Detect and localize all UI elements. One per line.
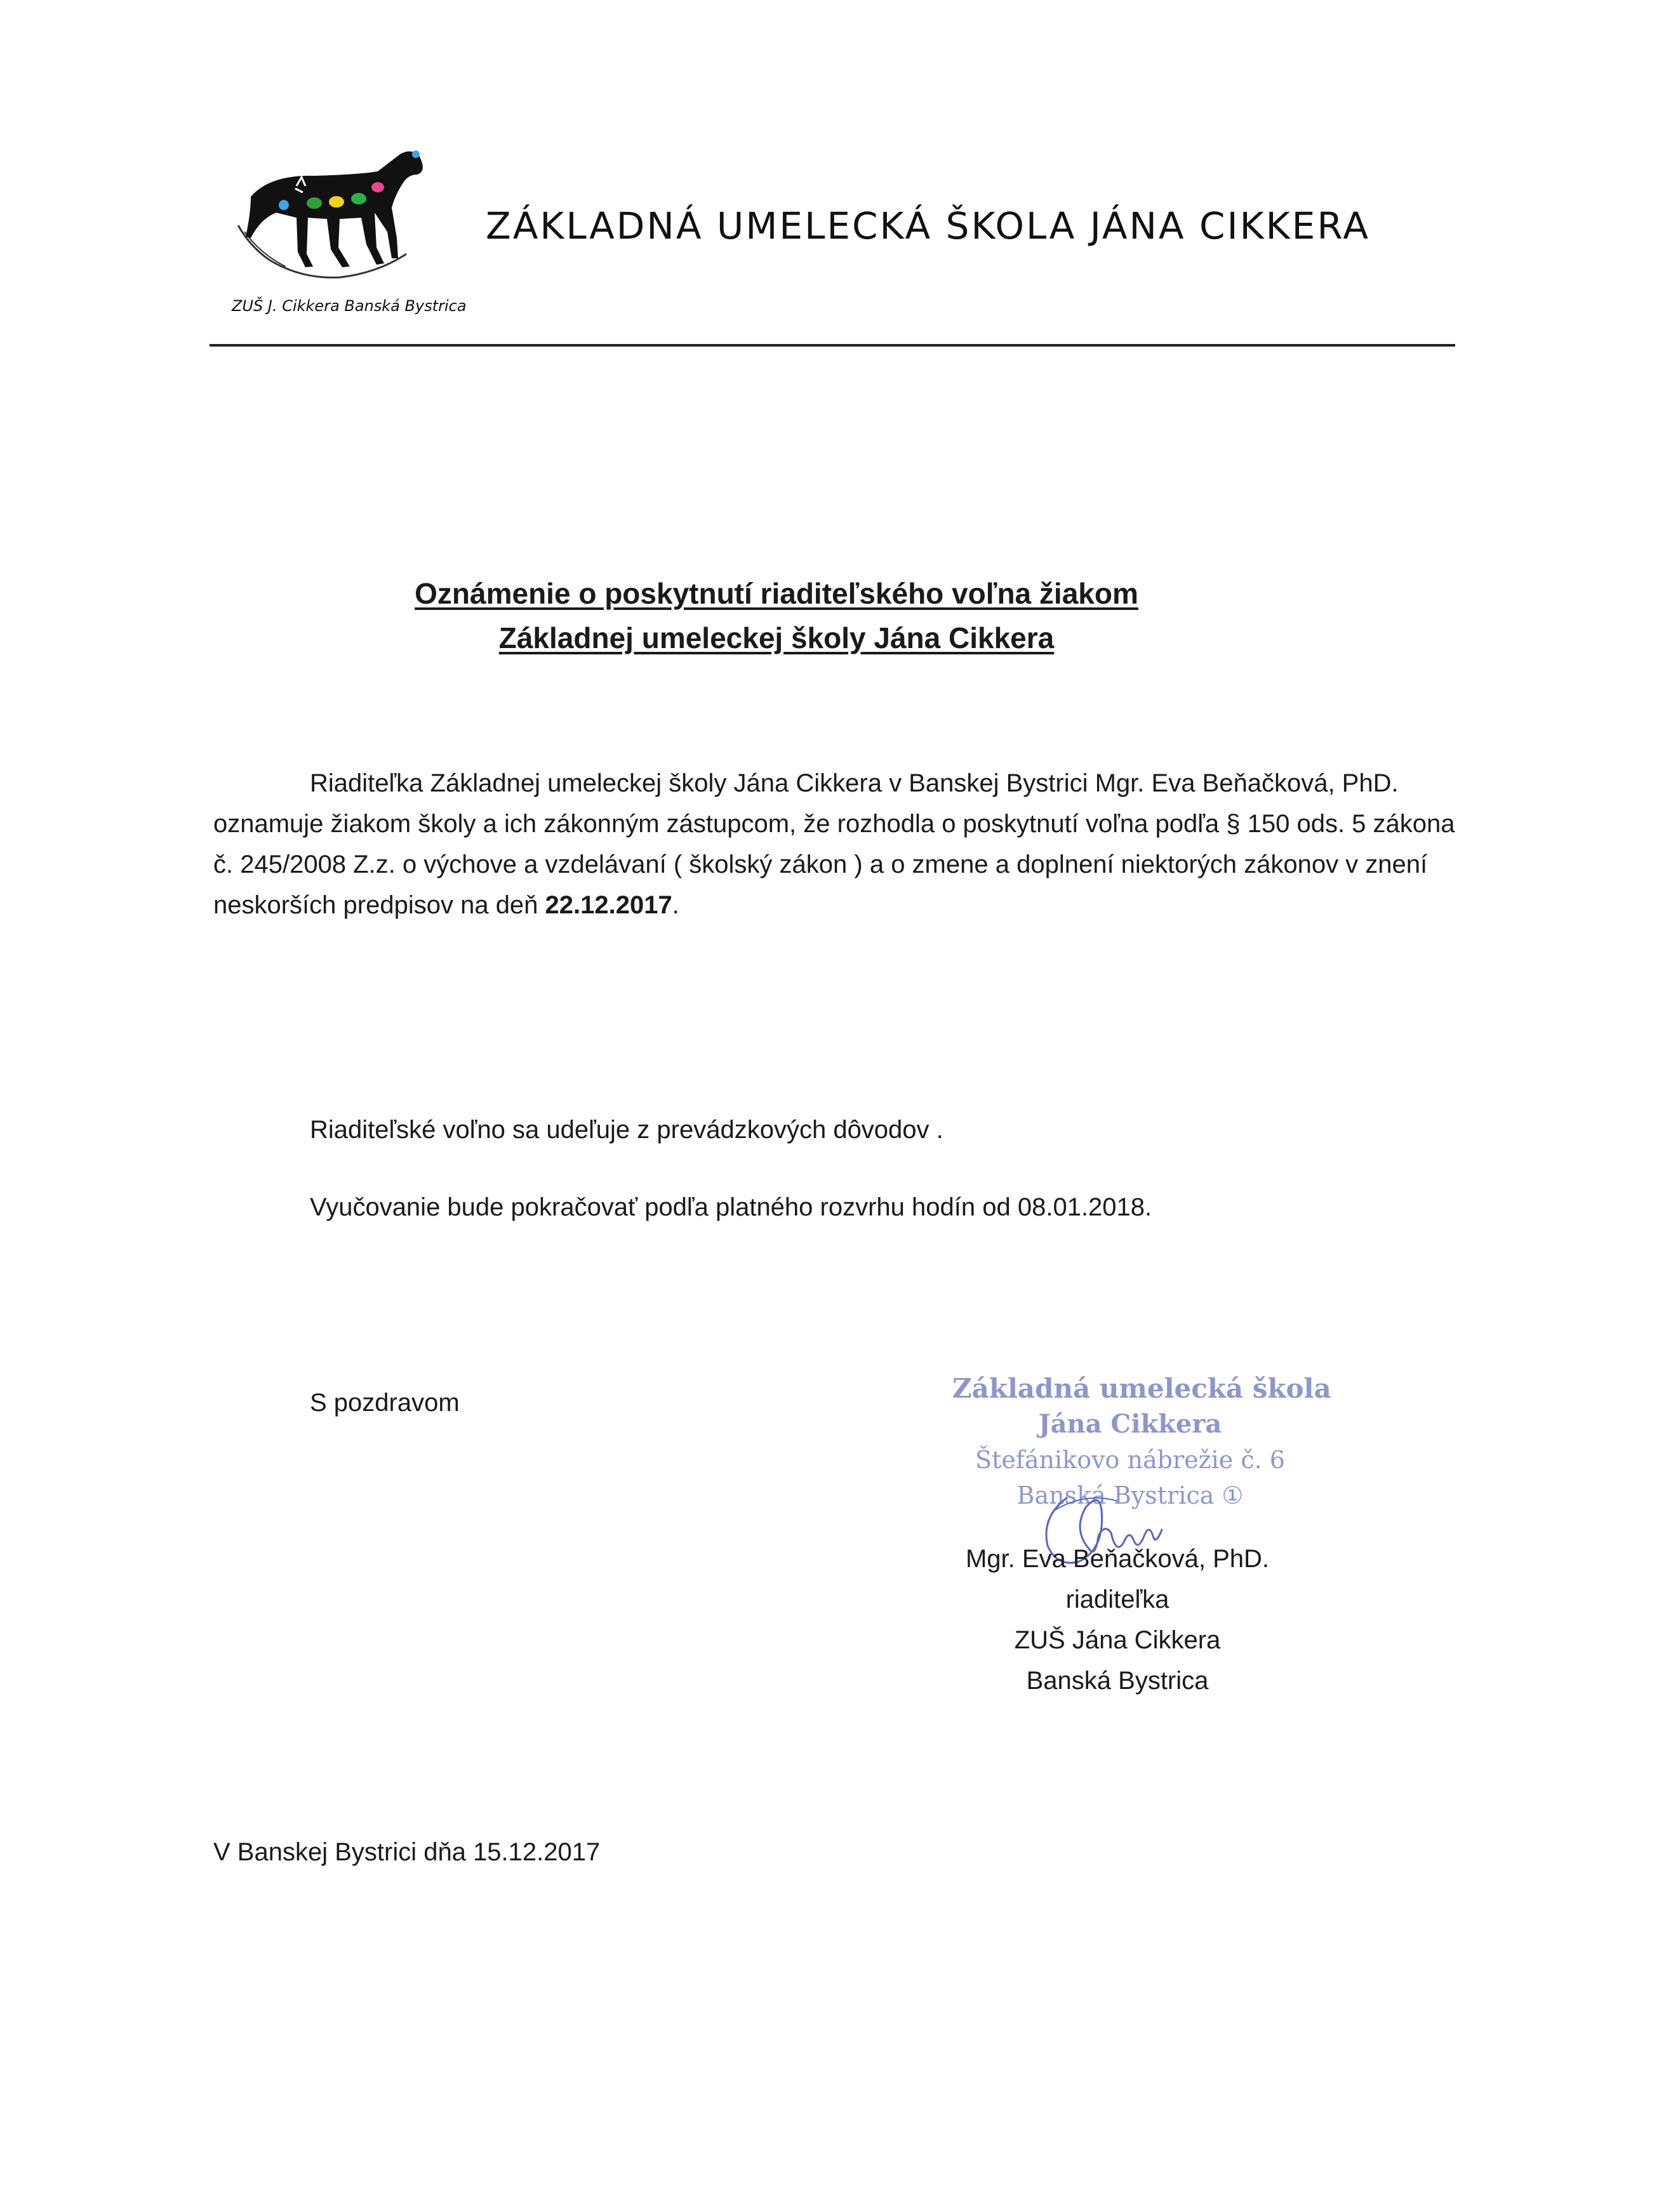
place-and-date: V Banskej Bystrici dňa 15.12.2017 bbox=[213, 1838, 601, 1866]
notice-title-line2: Základnej umeleckej školy Jána Cikkera bbox=[498, 621, 1055, 654]
stamp-line2: Jána Cikkera bbox=[1038, 1409, 1222, 1439]
signatory-block bbox=[940, 1539, 1295, 1701]
greeting-text: S pozdravom bbox=[310, 1389, 460, 1417]
main-paragraph-text: Riaditeľka Základnej umeleckej školy Jána Cikkera v Banskej Bystrici Mgr. Eva Beňačková, PhD. oznamuje žiakom školy a ich zákonným zástupcom, že rozhodla o poskytnutí voľna podľa § 150 ods. 5 zákona č. 245/2008 Z.z. o výchove a vzdelávaní ( školský zákon ) a o zmene a doplnení niektorých zákonov v znení neskorších predpisov na deň bbox=[213, 769, 1455, 919]
stamp-line3: Štefánikovo nábrežie č. 6 bbox=[975, 1446, 1285, 1474]
stamp-line1: Základná umelecká škola bbox=[952, 1373, 1331, 1404]
continue-text: Vyučovanie bude pokračovať podľa platného rozvrhu hodín od 08.01.2018. bbox=[310, 1193, 1152, 1221]
signatory-role: riaditeľka bbox=[1065, 1586, 1169, 1613]
holiday-date: 22.12.2017 bbox=[545, 891, 672, 919]
main-paragraph bbox=[213, 763, 1459, 925]
signatory-city: Banská Bystrica bbox=[1026, 1667, 1209, 1695]
school-name-heading: ZÁKLADNÁ UMELECKÁ ŠKOLA JÁNA CIKKERA bbox=[486, 204, 1370, 248]
notice-title bbox=[0, 571, 1659, 660]
signatory-name: Mgr. Eva Beňačková, PhD. bbox=[965, 1545, 1269, 1573]
horse-logo-icon bbox=[225, 136, 467, 321]
notice-title-line1: Oznámenie o poskytnutí riaditeľského voľna žiakom bbox=[415, 577, 1138, 610]
logo-text: ZUŠ J. Cikkera Banská Bystrica bbox=[232, 297, 467, 315]
reason-text: Riaditeľské voľno sa udeľuje z prevádzkových dôvodov . bbox=[310, 1116, 943, 1144]
signatory-school: ZUŠ Jána Cikkera bbox=[1014, 1626, 1221, 1654]
stamp-line4: Banská Bystrica ① bbox=[1016, 1481, 1244, 1509]
main-paragraph-end: . bbox=[672, 891, 679, 919]
header-divider bbox=[210, 344, 1455, 347]
